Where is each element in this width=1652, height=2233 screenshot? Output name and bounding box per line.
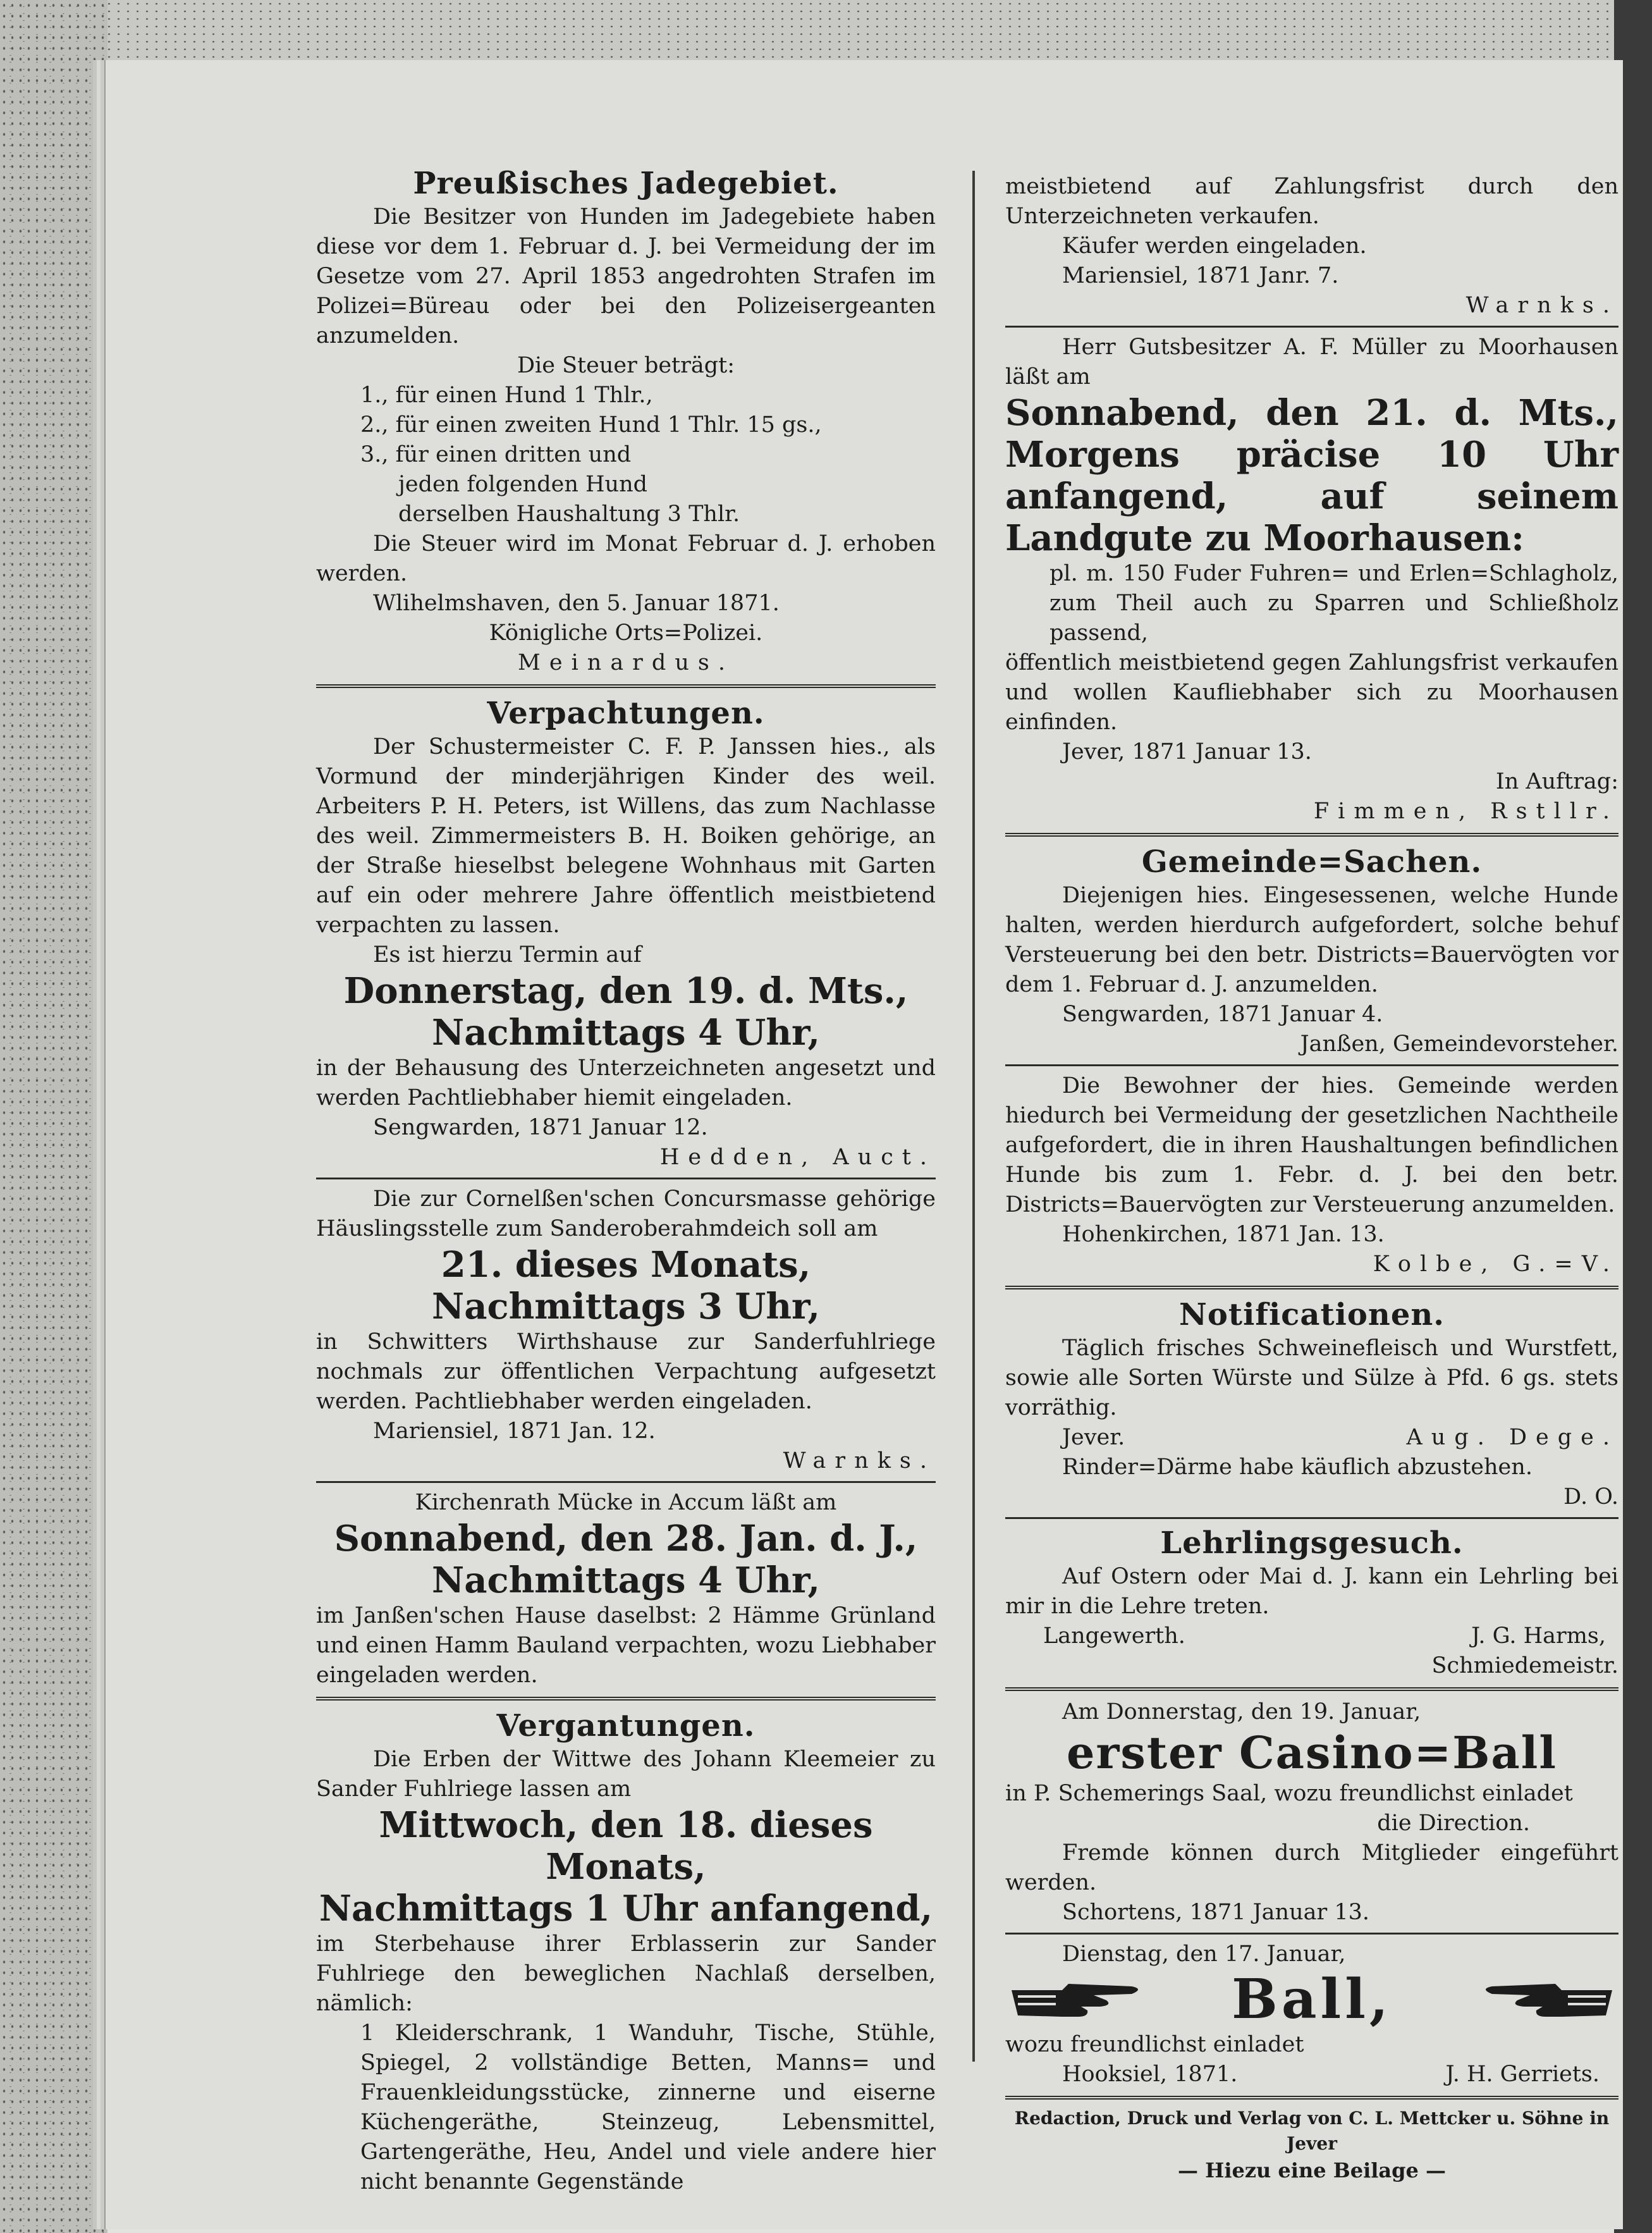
ball-banner	[1005, 1969, 1618, 2030]
notice-gemeinde-sachen	[1005, 843, 1618, 1059]
highlight-date: Donnerstag, den 19. d. Mts.,	[343, 970, 909, 1012]
highlight-date: Sonnabend, den 21. d. Mts., Morgens präcise 10 Uhr anfangend, auf seinem Landgute zu Moorhausen:	[1005, 392, 1618, 559]
notice-text: meistbietend auf Zahlungsfrist durch den Unterzeichneten verkaufen.	[1005, 174, 1618, 229]
item-list: pl. m. 150 Fuder Fuhren= und Erlen=Schlagholz, zum Theil auch zu Sparren und Schließholz passend,	[1049, 561, 1618, 646]
notice-text: in P. Schemerings Saal, wozu freundlichst einladet	[1005, 1781, 1573, 1806]
notice-text: im Sterbehause ihrer Erblasserin zur Sander Fuhlriege den beweglichen Nachlaß derselben, nämlich:	[316, 1931, 936, 2016]
auftrag-label: In Auftrag:	[1495, 769, 1618, 794]
section-heading: Lehrlingsgesuch.	[1160, 1525, 1464, 1561]
section-rule	[1005, 1064, 1618, 1066]
section-heading: Verpachtungen.	[487, 696, 765, 731]
highlight-event: Ball,	[1232, 1967, 1392, 2031]
notice-text: Auf Ostern oder Mai d. J. kann ein Lehrling bei mir in die Lehre treten.	[1005, 1564, 1618, 1619]
tax-line-3b: jeden folgenden Hund	[398, 472, 648, 497]
notice-text: Diejenigen hies. Eingesessenen, welche Hunde halten, werden hierdurch aufgefordert, solche behuf Versteuerung bei den betr. Districts=Bauervögten vor dem 1. Februar d. J. anzumelden.	[1005, 883, 1618, 997]
highlight-time: Nachmittags 1 Uhr anfangend,	[319, 1888, 933, 1929]
section-rule	[316, 684, 936, 688]
highlight-date: Sonnabend, den 28. Jan. d. J.,	[334, 1518, 918, 1559]
section-heading: Notificationen.	[1179, 1297, 1445, 1332]
notice-text: Es ist hierzu Termin auf	[373, 942, 642, 968]
signature: Warnks.	[783, 1448, 936, 1473]
notice-ball-hooksiel	[1005, 1940, 1618, 2089]
place: Hooksiel, 1871.	[1062, 2062, 1238, 2087]
notice-notificationen	[1005, 1296, 1618, 1512]
notice-text: Herr Gutsbesitzer A. F. Müller zu Moorhausen läßt am	[1005, 335, 1618, 390]
highlight-event: erster Casino=Ball	[1067, 1726, 1557, 1779]
section-heading: Preußisches Jadegebiet.	[413, 166, 839, 201]
place-signature-row	[1005, 2060, 1618, 2089]
notice-text: Die zur Cornelßen'schen Concursmasse gehörige Häuslingsstelle zum Sanderoberahmdeich soll am	[316, 1186, 936, 1241]
notice-date: Mariensiel, 1871 Janr. 7.	[1062, 263, 1339, 288]
notice-date: Wlihelmshaven, den 5. Januar 1871.	[373, 591, 780, 616]
notice-date: Schortens, 1871 Januar 13.	[1062, 1900, 1370, 1925]
notice-text: Käufer werden eingeladen.	[1062, 233, 1367, 259]
signature: J. G. Harms,	[1471, 1623, 1606, 1649]
notice-date: Mariensiel, 1871 Jan. 12.	[373, 1418, 656, 1444]
tax-line-3a: 3., für einen dritten und	[360, 442, 632, 467]
notice-text: Fremde können durch Mitglieder eingeführt werden.	[1005, 1840, 1618, 1895]
notice-text: Der Schustermeister C. F. P. Janssen hies., als Vormund der minderjährigen Kinder des weil. Arbeiters P. H. Peters, ist Willens, das zum Nachlasse des weil. Zimmermeisters B. H. Boiken gehörige, an der Straße hieselbst belegene Wohnhaus mit Garten auf ein oder mehrere Jahre öffentlich meistbietend verpachten zu lassen.	[316, 734, 936, 938]
signature: Warnks.	[1465, 293, 1618, 318]
notice-verpachtung-cornelssen	[316, 1184, 936, 1476]
section-rule	[1005, 1687, 1618, 1691]
paper-edge-left	[0, 0, 107, 2233]
signature: Meinardus.	[518, 650, 734, 675]
item-list: 1 Kleiderschrank, 1 Wanduhr, Tische, Stühle, Spiegel, 2 vollständige Betten, Manns= und Frauenkleidungsstücke, zinnerne und eiserne Küchengeräthe, Steinzeug, Lebensmittel, Gartengeräthe, Heu, Andel und viele andere hier nicht benannte Gegenstände	[360, 2021, 936, 2194]
notice-mueller-moorhausen	[1005, 333, 1618, 827]
left-column	[316, 164, 936, 2197]
section-rule	[316, 1481, 936, 1483]
highlight-time: Nachmittags 3 Uhr,	[432, 1286, 820, 1327]
notice-lehrlingsgesuch	[1005, 1524, 1618, 1681]
notice-hohenkirchen	[1005, 1071, 1618, 1279]
notice-text: Dienstag, den 17. Januar,	[1062, 1941, 1346, 1967]
tax-title: Die Steuer beträgt:	[517, 353, 735, 378]
place: Jever.	[1062, 1425, 1125, 1450]
highlight-date: Mittwoch, den 18. dieses Monats,	[379, 1804, 873, 1888]
section-rule	[1005, 1517, 1618, 1519]
right-column	[1005, 172, 1618, 2184]
section-rule	[316, 1697, 936, 1701]
signature: J. H. Gerriets.	[1445, 2062, 1600, 2087]
signature-title: Schmiedemeistr.	[1431, 1653, 1618, 1678]
notice-text: Die Erben der Wittwe des Johann Kleemeier zu Sander Fuhlriege lassen am	[316, 1747, 936, 1802]
notice-verpachtung-janssen	[316, 694, 936, 1172]
notice-text: Täglich frisches Schweinefleisch und Wurstfett, sowie alle Sorten Würste und Sülze à Pfd. 6 gs. stets vorräthig.	[1005, 1336, 1618, 1420]
notice-vergantungen	[316, 1707, 936, 2197]
pointing-hand-right-icon	[1005, 1971, 1151, 2028]
highlight-date: 21. dieses Monats,	[441, 1244, 811, 1286]
tax-line-1: 1., für einen Hund 1 Thlr.,	[360, 383, 653, 408]
section-rule	[1005, 1286, 1618, 1289]
notice-text: im Janßen'schen Hause daselbst: 2 Hämme Grünland und einen Hamm Bauland verpachten, wozu Liebhaber eingeladen werden.	[316, 1603, 936, 1688]
notice-date: Hohenkirchen, 1871 Jan. 13.	[1062, 1222, 1385, 1247]
notice-date: Sengwarden, 1871 Januar 4.	[1062, 1002, 1383, 1027]
supplement-note: — Hiezu eine Beilage —	[1177, 2158, 1447, 2182]
pointing-hand-left-icon	[1473, 1971, 1618, 2028]
section-heading: Vergantungen.	[496, 1708, 756, 1744]
section-heading: Gemeinde=Sachen.	[1141, 844, 1483, 880]
section-rule	[1005, 833, 1618, 837]
section-rule	[1005, 326, 1618, 328]
section-rule	[1005, 1933, 1618, 1935]
notice-text: in Schwitters Wirthshause zur Sanderfuhlriege nochmals zur öffentlichen Verpachtung aufgesetzt werden. Pachtliebhaber werden eingeladen.	[316, 1329, 936, 1414]
notice-date: Sengwarden, 1871 Januar 12.	[373, 1115, 708, 1140]
notice-text: Am Donnerstag, den 19. Januar,	[1062, 1699, 1421, 1725]
tax-line-3c: derselben Haushaltung 3 Thlr.	[398, 501, 740, 527]
notice-text: wozu freundlichst einladet	[1005, 2032, 1304, 2057]
notice-text: öffentlich meistbietend gegen Zahlungsfrist verkaufen und wollen Kaufliebhaber sich zu Moorhausen einfinden.	[1005, 650, 1618, 735]
notice-text: Die Besitzer von Hunden im Jadegebiete haben diese vor dem 1. Februar d. J. bei Vermeidung der im Gesetze vom 27. April 1853 angedrohten Strafen im Polizei=Büreau oder bei den Polizeisergeanten anzumelden.	[316, 204, 936, 348]
notice-text: in der Behausung des Unterzeichneten angesetzt und werden Pachtliebhaber hiemit eingeladen.	[316, 1055, 936, 1110]
initials: D. O.	[1563, 1484, 1618, 1510]
highlight-time: Nachmittags 4 Uhr,	[432, 1559, 820, 1601]
signature: Janßen, Gemeindevorsteher.	[1300, 1031, 1618, 1057]
signature: die Direction.	[1377, 1811, 1530, 1836]
place-signature-row	[1005, 1621, 1618, 1651]
notice-warnks-continued	[1005, 172, 1618, 321]
signature: Aug. Dege.	[1406, 1425, 1618, 1450]
authority: Königliche Orts=Polizei.	[489, 620, 763, 646]
tax-line-2: 2., für einen zweiten Hund 1 Thlr. 15 gs.,	[360, 412, 822, 438]
section-rule	[316, 1178, 936, 1179]
place: Langewerth.	[1043, 1623, 1185, 1649]
notice-text: Rinder=Därme habe käuflich abzustehen.	[1062, 1455, 1533, 1480]
place-signature-row	[1005, 1423, 1618, 1453]
notice-jadegebiet	[316, 164, 936, 678]
notice-date: Jever, 1871 Januar 13.	[1062, 739, 1312, 765]
column-divider	[972, 171, 975, 2062]
signature: Hedden, Auct.	[659, 1145, 936, 1170]
highlight-time: Nachmittags 4 Uhr,	[432, 1012, 820, 1054]
imprint: Redaction, Druck und Verlag von C. L. Mettcker u. Söhne in Jever	[1014, 2108, 1610, 2154]
signature: Kolbe, G.=V.	[1373, 1252, 1618, 1277]
notice-text: Kirchenrath Mücke in Accum läßt am	[415, 1490, 837, 1515]
notice-casino-ball	[1005, 1697, 1618, 1928]
notice-text: Die Bewohner der hies. Gemeinde werden hiedurch bei Vermeidung der gesetzlichen Nachtheile aufgefordert, die in ihren Haushaltungen befindlichen Hunde bis zum 1. Febr. d. J. bei den betr. Districts=Bauervögten zur Versteuerung anzumelden.	[1005, 1073, 1618, 1217]
imprint-rule	[1005, 2096, 1618, 2100]
notice-verpachtung-muecke	[316, 1488, 936, 1690]
collection-text: Die Steuer wird im Monat Februar d. J. erhoben werden.	[316, 531, 936, 586]
signature: Fimmen, Rstllr.	[1313, 799, 1618, 824]
